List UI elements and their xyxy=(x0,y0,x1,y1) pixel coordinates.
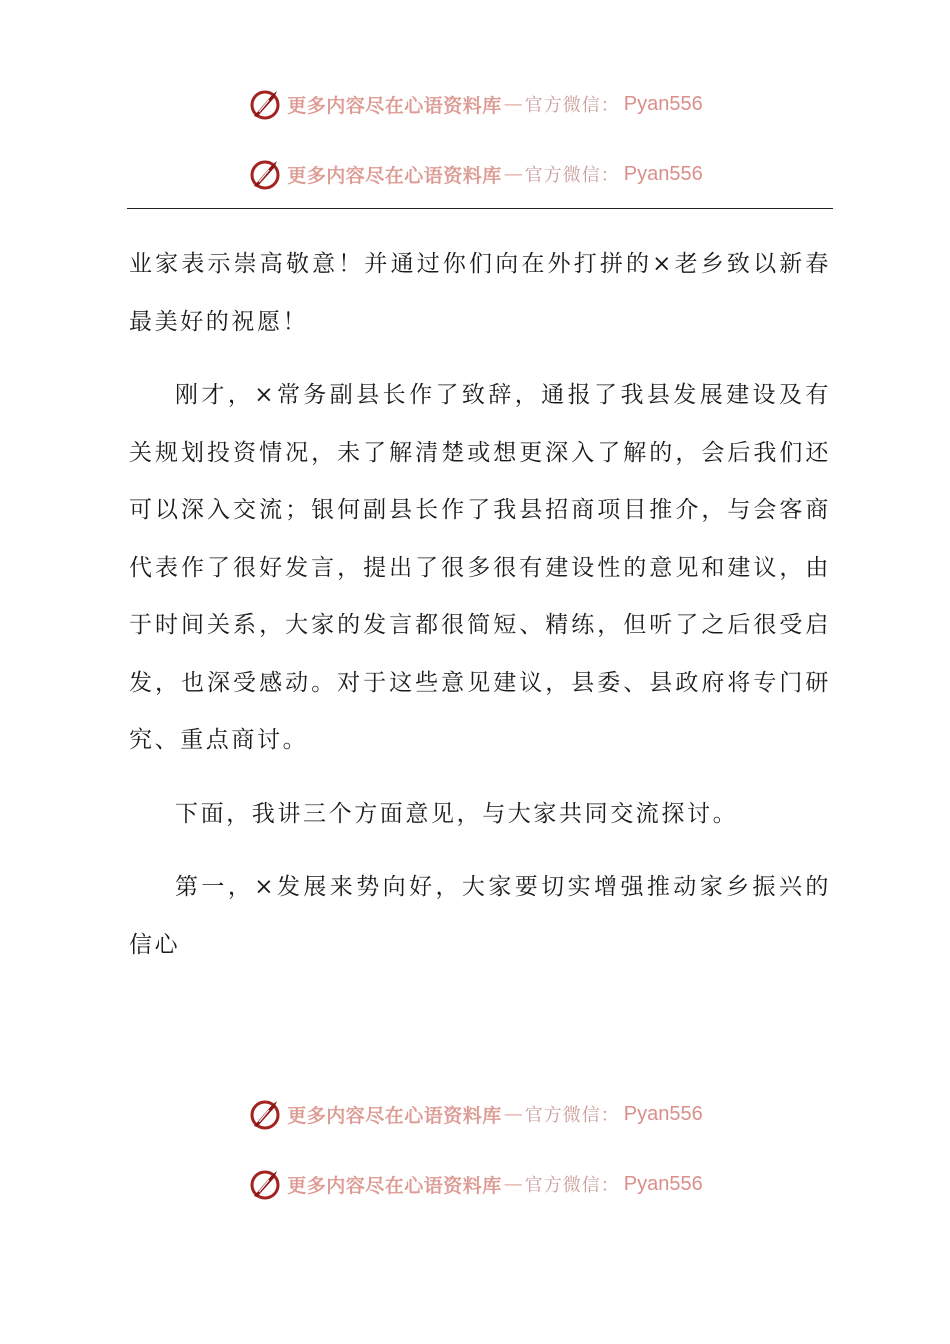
document-body xyxy=(129,236,831,990)
paragraph-4-heading: 第一，×发展来势向好，大家要切实增强推动家乡振兴的信心 xyxy=(129,874,831,958)
watermark-dash: — xyxy=(503,1173,523,1195)
footer-watermark-2 xyxy=(0,1164,950,1204)
watermark-brand: 更多内容尽在心语资料库 xyxy=(287,1174,502,1197)
pen-logo-icon xyxy=(247,1096,283,1132)
watermark-official: 官方微信： xyxy=(524,95,620,116)
watermark-official: 官方微信： xyxy=(524,1175,620,1196)
watermark-dash: — xyxy=(503,1103,523,1125)
watermark-wechat-id: Pyan556 xyxy=(623,92,703,115)
watermark-wechat-id: Pyan556 xyxy=(623,1172,703,1195)
watermark-official: 官方微信： xyxy=(524,1105,620,1126)
header-watermark-1 xyxy=(0,84,950,124)
paragraph-2: 刚才，×常务副县长作了致辞，通报了我县发展建设及有关规划投资情况，未了解清楚或想更深入了解的，会后我们还可以深入交流；银何副县长作了我县招商项目推介，与会客商代表作了很好发言，提出了很多很有建设性的意见和建议，由于时间关系，大家的发言都很简短、精练，但听了之后很受启发，也深受感动。对于这些意见建议，县委、县政府将专门研究、重点商讨。 xyxy=(129,382,831,753)
header-divider xyxy=(127,208,833,209)
watermark-brand: 更多内容尽在心语资料库 xyxy=(287,1104,502,1127)
paragraph-3: 下面，我讲三个方面意见，与大家共同交流探讨。 xyxy=(175,800,739,827)
watermark-wechat-id: Pyan556 xyxy=(623,1102,703,1125)
pen-logo-icon xyxy=(247,86,283,122)
watermark-dash: — xyxy=(503,163,523,185)
watermark-dash: — xyxy=(503,93,523,115)
footer-watermark-1 xyxy=(0,1094,950,1134)
watermark-official: 官方微信： xyxy=(524,165,620,186)
watermark-brand: 更多内容尽在心语资料库 xyxy=(287,164,502,187)
pen-logo-icon xyxy=(247,1166,283,1202)
pen-logo-icon xyxy=(247,156,283,192)
watermark-wechat-id: Pyan556 xyxy=(623,162,703,185)
watermark-brand: 更多内容尽在心语资料库 xyxy=(287,94,502,117)
header-watermark-2 xyxy=(0,154,950,194)
paragraph-1: 业家表示崇高敬意！并通过你们向在外打拼的×老乡致以新春最美好的祝愿！ xyxy=(129,251,831,335)
